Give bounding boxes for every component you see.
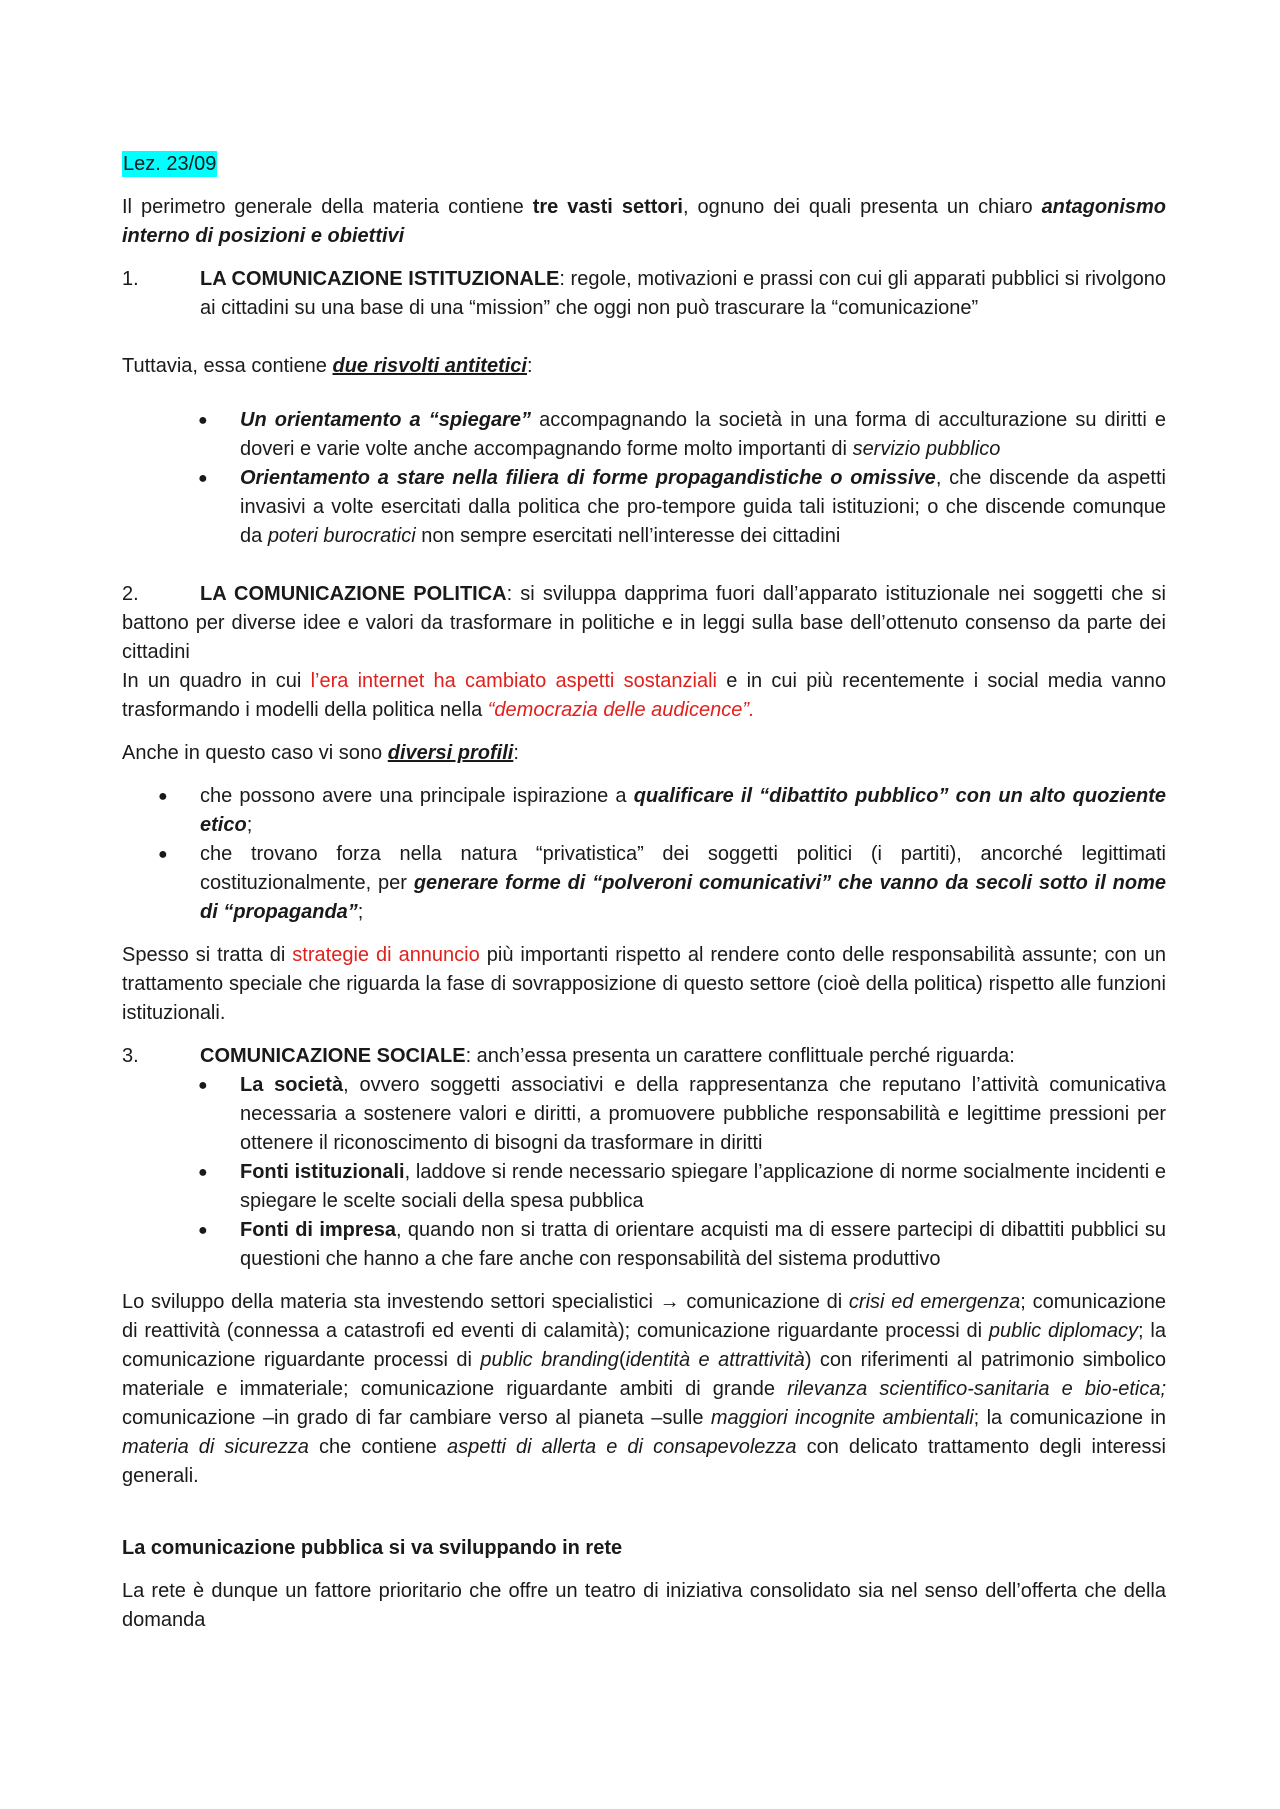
list-item-bold-italic: generare forme di “polveroni comunicativi” che vanno da secoli sotto il nome di “propaganda” [200, 872, 1166, 923]
sviluppo-italic: materia di sicurezza [122, 1436, 309, 1458]
bullet-icon: ● [198, 412, 208, 429]
sviluppo-italic: maggiori incognite ambientali [710, 1407, 974, 1429]
list-item [122, 840, 1166, 927]
intro-bold-italic: antagonismo interno di posizioni e obiettivi [122, 196, 1167, 247]
sviluppo-text: con delicato trattamento degli interessi generali. [122, 1436, 1167, 1487]
list-item-text: non sempre esercitati nell’interesse dei cittadini [415, 525, 841, 547]
bullet-icon: ● [198, 1077, 208, 1094]
spesso-text: più importanti rispetto al rendere conto delle responsabilità assunte; con un trattamento speciale che riguarda la fase di sovrapposizione di questo settore (cioè della politica) rispetto alle funzioni istituzionali. [122, 944, 1166, 1024]
sviluppo-italic: public branding [480, 1349, 619, 1371]
sviluppo-paragraph [122, 1288, 1166, 1491]
section-1 [122, 265, 1166, 323]
section-2-text: : si sviluppa dapprima fuori dall’apparato istituzionale nei soggetti che si battono per diverse idee e valori da trasformare in politiche e in leggi sulla base dell’ottenuto consenso da parte dei cittadini [122, 583, 1166, 663]
sviluppo-text: comunicazione di [679, 1291, 849, 1313]
spesso-red-text: strategie di annuncio [292, 944, 480, 966]
list-item-bold: La società [240, 1074, 344, 1096]
spesso-paragraph [122, 941, 1166, 1028]
list-item [122, 782, 1166, 840]
list-item [122, 1071, 1166, 1158]
tuttavia-text: : [526, 355, 533, 377]
sviluppo-italic: rilevanza scientifico-sanitaria e bio-etica; [787, 1378, 1167, 1400]
list-item-text: , ovvero soggetti associativi e della rappresentanza che reputano l’attività comunicativa necessaria a sostenere valori e diritti, a promuovere pubbliche responsabilità e legittime pressioni per ottenere il riconoscimento di bisogni da trasformare in diritti [240, 1074, 1166, 1154]
document-page [122, 150, 1166, 1635]
profiles-list [122, 782, 1166, 927]
sviluppo-text: ; comunicazione di reattività (connessa a catastrofi ed eventi di calamità); comunicazione riguardante processi di [122, 1291, 1167, 1342]
section-1-number: 1. [122, 268, 139, 290]
list-item [122, 1216, 1166, 1274]
section-2-red-italic: “democrazia delle audicence”. [487, 699, 755, 721]
lesson-date [122, 150, 1166, 179]
bullet-icon: ● [198, 1222, 208, 1239]
section-3-text: : anch’essa presenta un carattere conflittuale perché riguarda: [465, 1045, 1015, 1067]
list-item-bold-italic: qualificare il “dibattito pubblico” con un alto quoziente etico [200, 785, 1166, 836]
spesso-text: Spesso si tratta di [122, 944, 293, 966]
section-3-title: COMUNICAZIONE SOCIALE [200, 1045, 466, 1067]
sviluppo-italic: public diplomacy [988, 1320, 1139, 1342]
sviluppo-text: ; la comunicazione in [973, 1407, 1166, 1429]
sviluppo-text: che contiene [308, 1436, 448, 1458]
bullet-icon: ● [158, 788, 168, 805]
list-item-text: ; [357, 901, 364, 923]
sviluppo-text: ; la comunicazione riguardante processi di [122, 1320, 1166, 1371]
section-2-red-text: l’era internet ha cambiato aspetti sostanziali [310, 670, 717, 692]
sviluppo-text: ) con riferimenti al patrimonio simbolico materiale e immateriale; comunicazione riguardante ambiti di grande [122, 1349, 1167, 1400]
intro-text: Il perimetro generale della materia contiene [122, 196, 533, 218]
list-item [122, 406, 1166, 464]
bullet-icon: ● [198, 470, 208, 487]
section-2 [122, 580, 1166, 667]
anche-emphasis: diversi profili [387, 742, 514, 764]
anche-text: : [513, 742, 519, 764]
list-item-text: ; [246, 814, 253, 836]
bullet-icon: ● [158, 846, 168, 863]
lesson-date-highlight: Lez. 23/09 [123, 153, 217, 175]
section-2-context-text: In un quadro in cui [122, 670, 311, 692]
sviluppo-text: Lo sviluppo della materia sta investendo settori specialistici [122, 1291, 660, 1313]
section-2-title: LA COMUNICAZIONE POLITICA [200, 583, 507, 605]
sviluppo-italic: aspetti di allerta e di consapevolezza [447, 1436, 797, 1458]
section-1-text: : regole, motivazioni e prassi con cui gli apparati pubblici si rivolgono ai cittadini su una base di una “mission” che oggi non può trascurare la “comunicazione” [200, 268, 1166, 319]
sviluppo-text: comunicazione –in grado di far cambiare verso al pianeta –sulle [122, 1407, 711, 1429]
list-item-text: , che discende da aspetti invasivi a volte esercitati dalla politica che pro-tempore guida tali istituzioni; o che discende comunque da [240, 467, 1166, 547]
list-item-text: che trovano forza nella natura “privatistica” dei soggetti politici (i partiti), ancorché legittimati costituzionalmente, per [200, 843, 1166, 894]
intro-text: , ognuno dei quali presenta un chiaro [682, 196, 1042, 218]
section-3 [122, 1042, 1166, 1071]
intro-paragraph [122, 193, 1166, 251]
arrow-icon: → [659, 1291, 680, 1313]
tuttavia-paragraph [122, 352, 1166, 381]
sviluppo-italic: identità e attrattività [625, 1349, 805, 1371]
tuttavia-text: Tuttavia, essa contiene [122, 355, 333, 377]
list-item-text: , laddove si rende necessario spiegare l’applicazione di norme socialmente incidenti e spiegare le scelte sociali della spesa pubblica [240, 1161, 1166, 1212]
list-item-text: accompagnando la società in una forma di acculturazione su diritti e doveri e varie volte anche accompagnando forme molto importanti di [240, 409, 1166, 460]
section-2-number: 2. [122, 583, 139, 605]
sviluppo-italic: crisi ed emergenza [848, 1291, 1021, 1313]
section-3-number: 3. [122, 1045, 139, 1067]
tuttavia-emphasis: due risvolti antitetici [332, 355, 527, 377]
bullet-icon: ● [198, 1164, 208, 1181]
anche-paragraph [122, 739, 1166, 768]
section-2-context [122, 667, 1166, 725]
list-item-bold: Fonti di impresa [240, 1219, 397, 1241]
anche-text: Anche in questo caso vi sono [122, 742, 388, 764]
list-item-bold-italic: Un orientamento a “spiegare” [240, 409, 532, 431]
list-item-italic: servizio pubblico [852, 438, 1001, 460]
section-1-title: LA COMUNICAZIONE ISTITUZIONALE [200, 268, 560, 290]
list-item [122, 464, 1166, 551]
list-item [122, 1158, 1166, 1216]
rete-paragraph: La rete è dunque un fattore prioritario che offre un teatro di iniziativa consolidato sia nel senso dell’offerta che della domanda [122, 1580, 1166, 1631]
section-2-context-text: e in cui più recentemente i social media vanno trasformando i modelli della politica nella [122, 670, 1166, 721]
sviluppo-text: ( [618, 1349, 626, 1371]
list-item-italic: poteri burocratici [267, 525, 416, 547]
social-list [122, 1071, 1166, 1274]
antithetic-list [122, 406, 1166, 551]
intro-bold: tre vasti settori [532, 196, 683, 218]
list-item-bold: Fonti istituzionali [240, 1161, 405, 1183]
rete-heading: La comunicazione pubblica si va sviluppando in rete [122, 1537, 623, 1559]
list-item-bold-italic: Orientamento a stare nella filiera di forme propagandistiche o omissive [240, 467, 936, 489]
list-item-text: , quando non si tratta di orientare acquisti ma di essere partecipi di dibattiti pubblici su questioni che hanno a che fare anche con responsabilità del sistema produttivo [240, 1219, 1166, 1270]
list-item-text: che possono avere una principale ispirazione a [200, 785, 634, 807]
